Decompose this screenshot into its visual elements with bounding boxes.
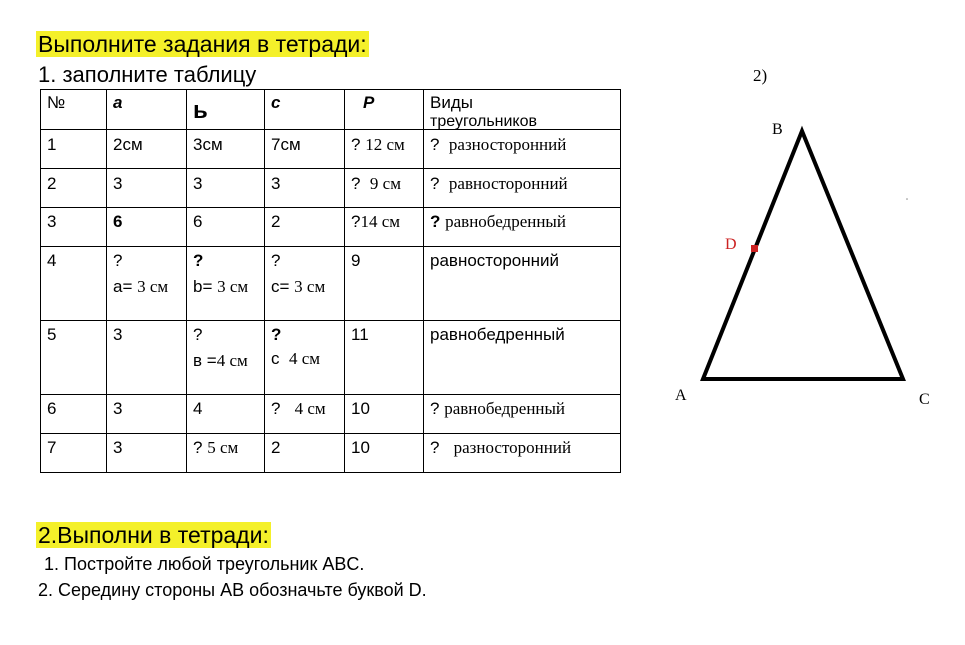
type-question: ? [430, 438, 440, 457]
header-types-text: Виды [430, 93, 473, 112]
cell-b: 4 [187, 395, 265, 434]
b-label: b= [193, 277, 213, 296]
a-question: ? [113, 251, 123, 270]
cell-n: 5 [41, 321, 107, 395]
b-question: ? [193, 325, 203, 344]
task2-title [36, 522, 271, 549]
p-question: ? [351, 212, 361, 231]
cell-b: 3 [187, 169, 265, 208]
figure-number: 2) [753, 66, 768, 85]
cell-c: 2 [265, 434, 345, 473]
c-answer: 4 см [294, 399, 326, 418]
type-question: ? [430, 212, 441, 231]
header-c: c [265, 90, 345, 130]
cell-n: 1 [41, 130, 107, 169]
b-label: в = [193, 351, 217, 370]
b-answer: 3 см [217, 277, 249, 296]
a-answer: 3 см [137, 277, 169, 296]
cell-n: 3 [41, 208, 107, 247]
type-answer: равнобедренный [445, 212, 566, 231]
stray-dot [906, 198, 908, 200]
page-title-text: Выполните задания в тетради: [38, 31, 367, 57]
header-types-cut: треугольников [430, 113, 537, 130]
table-task-title: 1. заполните таблицу [38, 62, 257, 87]
p-answer: 14 см [360, 212, 401, 231]
cell-n: 7 [41, 434, 107, 473]
cell-a: 6 [107, 208, 187, 247]
cell-c: 3 [265, 169, 345, 208]
cell-p: 9 [345, 247, 424, 321]
vertex-c-label: C [919, 391, 930, 408]
cell-n: 4 [41, 247, 107, 321]
c-answer: 3 см [294, 277, 326, 296]
cell-a: 2см [107, 130, 187, 169]
p-question: ? [351, 174, 361, 193]
cell-type: равнобедренный [424, 321, 621, 395]
header-p: P [345, 90, 424, 130]
type-question: ? [430, 135, 440, 154]
header-a: a [107, 90, 187, 130]
type-answer: равносторонний [448, 174, 568, 193]
a-label: а= [113, 277, 133, 296]
task2-step-2: 2. Середину стороны AB обозначьте буквой D. [38, 580, 427, 600]
c-question: ? [271, 325, 282, 344]
b-question: ? [193, 438, 203, 457]
midpoint-d-marker [751, 245, 758, 252]
type-question: ? [430, 174, 440, 193]
c-label: c= [271, 277, 290, 296]
b-answer: 5 см [207, 438, 239, 457]
cell-b: 6 [187, 208, 265, 247]
c-question: ? [271, 399, 281, 418]
cell-c: 2 [265, 208, 345, 247]
midpoint-d-label: D [725, 236, 737, 253]
cell-a: 3 [107, 321, 187, 395]
cell-a: 3 [107, 434, 187, 473]
task2-step-1: 1. Постройте любой треугольник ABC. [44, 554, 365, 574]
b-answer: 4 см [216, 351, 248, 370]
vertex-a-label: A [675, 387, 687, 404]
cell-a: 3 [107, 169, 187, 208]
type-answer: разносторонний [448, 135, 567, 154]
p-answer: 9 см [369, 174, 401, 193]
cell-type: равносторонний [424, 247, 621, 321]
p-question: ? [351, 135, 361, 154]
cell-n: 2 [41, 169, 107, 208]
cell-p: 10 [345, 434, 424, 473]
c-question: ? [271, 251, 281, 270]
type-answer: равнобедренный [444, 399, 566, 418]
c-label: с [271, 349, 280, 368]
c-answer: 4 см [288, 349, 321, 368]
type-answer: разносторонний [453, 438, 572, 457]
p-answer: 12 см [365, 135, 405, 154]
cell-a: 3 [107, 395, 187, 434]
cell-p: 10 [345, 395, 424, 434]
header-number: № [41, 90, 107, 130]
cell-c: 7см [265, 130, 345, 169]
cell-n: 6 [41, 395, 107, 434]
type-question: ? [430, 399, 440, 418]
header-b-text: ь [193, 97, 208, 124]
cell-p: 11 [345, 321, 424, 395]
b-question: ? [193, 251, 204, 270]
vertex-b-label: B [772, 121, 783, 138]
cell-b: 3см [187, 130, 265, 169]
task2-title-text: 2.Выполни в тетради: [38, 522, 269, 548]
triangle-abc [703, 131, 903, 379]
